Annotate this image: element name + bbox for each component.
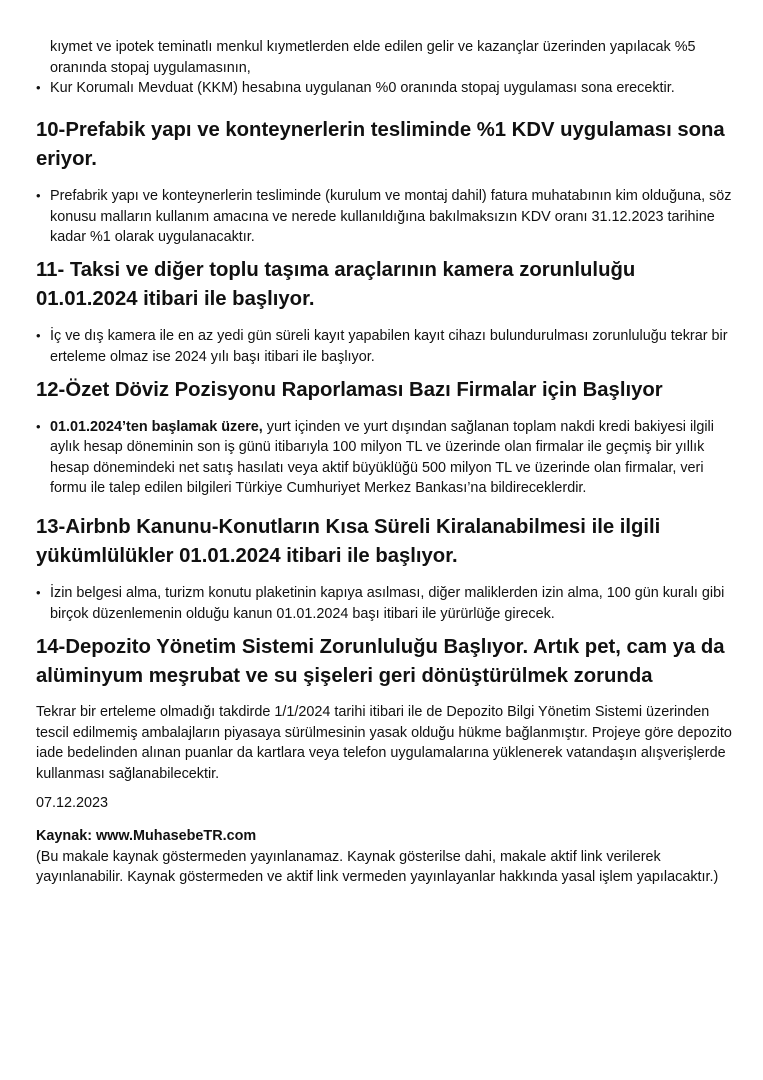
- list-item: • Prefabrik yapı ve konteynerlerin tesliminde (kurulum ve montaj dahil) fatura muhatabının kim olduğuna, söz konusu malların kullanım amacına ve nerede kullanıldığına bakılmaksızın KDV oranı 31.12.2023 tarihine kadar %1 olarak uygulanacaktır.: [36, 186, 736, 248]
- list-item: • İzin belgesi alma, turizm konutu plaketinin kapıya asılması, diğer maliklerden izin alma, 100 gün kuralı gibi birçok düzenlemenin olduğu kanun 01.01.2024 başı itibari ile yürürlüğe girecek.: [36, 583, 736, 624]
- source-label: [36, 826, 736, 847]
- source-block: [36, 826, 736, 888]
- bold-lead: 01.01.2024’ten başlamak üzere,: [50, 418, 263, 435]
- bullet-text: yurt içinden ve yurt dışından sağlanan toplam nakdi kredi bakiyesi ilgili aylık hesap döneminin son iş günü itibarıyla 100 milyon TL ve üzerinde olan firmalar ile geçmiş bir yıllık hesap dönemindeki net satış hasılatı veya aktif büyüklüğü 500 milyon TL ve üzerinde olan firmalar, veri formu ile talep edilen bilgileri Türkiye Cumhuriyet Merkez Bankası’na bildireceklerdir.: [50, 418, 714, 496]
- article-date: 07.12.2023: [36, 795, 109, 811]
- section-list: [36, 417, 736, 499]
- source-link-text: Kaynak: www.MuhasebeTR.com: [36, 828, 257, 844]
- section-12: [36, 376, 736, 499]
- copyright-notice: (Bu makale kaynak göstermeden yayınlanamaz. Kaynak gösterilse dahi, makale aktif link verilerek yayınlanabilir. Kaynak göstermeden ve aktif link vermeden yayınlayanlar hakkında yasal işlem yapılacaktır.): [36, 848, 719, 885]
- section-heading: 10-Prefabik yapı ve konteynerlerin tesliminde %1 KDV uygulaması sona eriyor.: [36, 119, 725, 170]
- list-item: kıymet ve ipotek teminatlı menkul kıymetlerden elde edilen gelir ve kazançlar üzerinden yapılacak %5 oranında stopaj uygulamasının,: [50, 39, 696, 76]
- section-11: [36, 256, 736, 367]
- section-list: [36, 186, 736, 248]
- list-item: • Kur Korumalı Mevduat (KKM) hesabına uygulanan %0 oranında stopaj uygulaması sona erecektir.: [36, 78, 736, 99]
- section-list: [36, 326, 736, 367]
- section-paragraph: Tekrar bir erteleme olmadığı takdirde 1/1/2024 tarihi itibari ile de Depozito Bilgi Yönetim Sistemi üzerinden tescil edilmemiş ambalajların piyasaya sürülmesinin yasak olduğu hükme bağlanmıştır. Projeye göre depozito iade bedelinden alınan puanlar da kartlara veya telefon uygulamalarına yüklenerek vatandaşın alışverişlerde kullanması sağlanabilecektir.: [36, 704, 732, 782]
- section-13: [36, 513, 736, 624]
- section-heading: 11- Taksi ve diğer toplu taşıma araçlarının kamera zorunluluğu 01.01.2024 itibari ile başlıyor.: [36, 259, 636, 310]
- section-heading: 12-Özet Döviz Pozisyonu Raporlaması Bazı Firmalar için Başlıyor: [36, 379, 663, 401]
- section-list: [36, 583, 736, 624]
- list-item: • İç ve dış kamera ile en az yedi gün süreli kayıt yapabilen kayıt cihazı bulundurulması zorunluluğu tekrar bir erteleme olmaz ise 2024 yılı başı itibari ile başlıyor.: [36, 326, 736, 367]
- section-10: [36, 116, 736, 248]
- section-14: [36, 633, 736, 784]
- intro-list: [36, 37, 736, 99]
- section-heading: 14-Depozito Yönetim Sistemi Zorunluluğu Başlıyor. Artık pet, cam ya da alüminyum meşrubat ve su şişeleri geri dönüştürülmek zorunda: [36, 636, 725, 687]
- section-heading: 13-Airbnb Kanunu-Konutların Kısa Süreli Kiralanabilmesi ile ilgili yükümlülükler 01.01.2024 itibari ile başlıyor.: [36, 516, 661, 567]
- list-item: [36, 417, 736, 499]
